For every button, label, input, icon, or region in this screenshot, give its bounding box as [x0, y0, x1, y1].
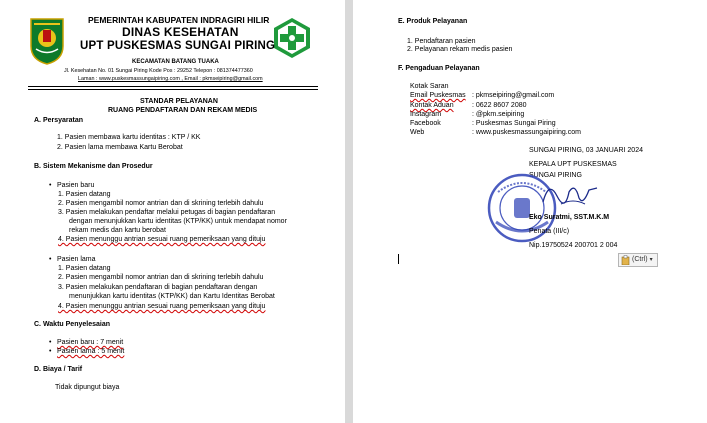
baru-item-1: 1. Pasien datang: [58, 191, 111, 198]
section-a-heading: A. Persyaratan: [34, 117, 84, 124]
section-a-item-2: 2. Pasien lama membawa Kartu Berobat: [57, 144, 183, 151]
email-value: : pkmseipiring@gmail.com: [472, 92, 555, 99]
lama-item-3: 3. Pasien melakukan pendaftaran di bagian pendaftaran dengan: [58, 284, 258, 291]
header-line-1: PEMERINTAH KABUPATEN INDRAGIRI HILIR: [88, 15, 270, 25]
email-label: Email Puskesmas: [410, 92, 466, 99]
section-a-item-1: 1. Pasien membawa kartu identitas : KTP / KK: [57, 134, 201, 141]
paste-options-button[interactable]: [618, 253, 658, 267]
waktu-baru: • Pasien baru : 7 menit: [57, 338, 123, 347]
header-line-2: DINAS KESEHATAN: [122, 25, 239, 39]
kotak-saran: Kotak Saran: [410, 83, 449, 90]
signature-position-2: SUNGAI PIRING: [529, 172, 582, 179]
web-label: Web: [410, 129, 425, 136]
header-rule: [28, 86, 318, 87]
instagram-value: : @pkm.seipiring: [472, 111, 525, 118]
document-page-2: [353, 0, 707, 423]
document-page-1: [0, 0, 345, 423]
title-line-2: RUANG PENDAFTARAN DAN REKAM MEDIS: [108, 107, 258, 114]
header-rule-thin: [28, 89, 318, 90]
facebook-value: : Puskesmas Sungai Piring: [472, 120, 556, 127]
lama-item-1: 1. Pasien datang: [58, 265, 111, 272]
section-d-text: Tidak dipungut biaya: [55, 384, 120, 391]
text-cursor: [398, 254, 399, 264]
lama-item-3b: menunjukkan kartu identitas (KTP/KK) dan Kartu Identitas Berobat: [69, 293, 275, 300]
baru-item-3: 3. Pasien melakukan pendaftar melalui petugas di bagian pendaftaran: [58, 209, 276, 216]
instagram-label: Instagram: [410, 111, 442, 118]
lama-item-2: 2. Pasien mengambil nomor antrian dan di skrining terlebih dahulu: [58, 274, 264, 281]
baru-item-3c: rekam medis dan kartu berobat: [69, 227, 166, 234]
pasien-lama-label: • Pasien lama: [57, 255, 96, 264]
section-b-heading: B. Sistem Mekanisme dan Prosedur: [34, 163, 153, 170]
signature-date: SUNGAI PIRING, 03 JANUARI 2024: [529, 147, 643, 154]
lama-item-4: 4. Pasien menunggu antrian sesuai ruang pemeriksaan yang dituju: [58, 303, 266, 310]
baru-item-4: 4. Pasien menunggu antrian sesuai ruang pemeriksaan yang dituju: [58, 236, 266, 243]
header-line-4: KECAMATAN BATANG TUAKA: [132, 59, 219, 65]
header-address: Jl. Kesehatan No. 01 Sungai Piring Kode Pos : 29252 Telepon : 081374477360: [64, 68, 253, 74]
section-e-item-2: 2. Pelayanan rekam medis pasien: [407, 46, 513, 53]
signature-position-1: KEPALA UPT PUSKESMAS: [529, 161, 617, 168]
section-f-heading: F. Pengaduan Pelayanan: [398, 65, 480, 72]
section-e-heading: E. Produk Pelayanan: [398, 18, 468, 25]
section-d-heading: D. Biaya / Tarif: [34, 366, 83, 373]
chevron-down-icon: ▾: [649, 257, 653, 263]
puskesmas-logo: [272, 16, 312, 60]
header-contact: Laman : www.puskesmassungaipiring.com , Email : pkmseipiring@gmail.com: [78, 76, 263, 82]
signatory-rank: Penata (III/c): [529, 228, 570, 235]
title-line-1: STANDAR PELAYANAN: [140, 98, 218, 105]
signatory-name: Eko Suratmi, SST.M.K.M: [529, 214, 610, 221]
signatory-nip: Nip.19750524 200701 2 004: [529, 242, 618, 249]
kontak-label: Kontak Aduan: [410, 102, 454, 109]
paste-options-label: (Ctrl): [632, 256, 648, 263]
regency-logo: [28, 16, 66, 66]
facebook-label: Facebook: [410, 120, 441, 127]
waktu-lama: • Pasien lama : 5 menit: [57, 347, 124, 356]
header-line-3: UPT PUSKESMAS SUNGAI PIRING: [80, 40, 276, 52]
section-e-item-1: 1. Pendaftaran pasien: [407, 38, 476, 45]
baru-item-2: 2. Pasien mengambil nomor antrian dan di skrining terlebih dahulu: [58, 200, 264, 207]
section-c-heading: C. Waktu Penyelesaian: [34, 321, 110, 328]
clipboard-icon: [621, 255, 630, 265]
handwritten-signature: [539, 176, 601, 212]
pasien-baru-label: • Pasien baru: [57, 181, 94, 190]
kontak-value: : 0622 8607 2080: [472, 102, 527, 109]
web-value: : www.puskesmassungaipiring.com: [472, 129, 581, 136]
baru-item-3b: dengan menunjukkan kartu identitas (KTP/KK) untuk mendapat nomor: [69, 218, 287, 225]
